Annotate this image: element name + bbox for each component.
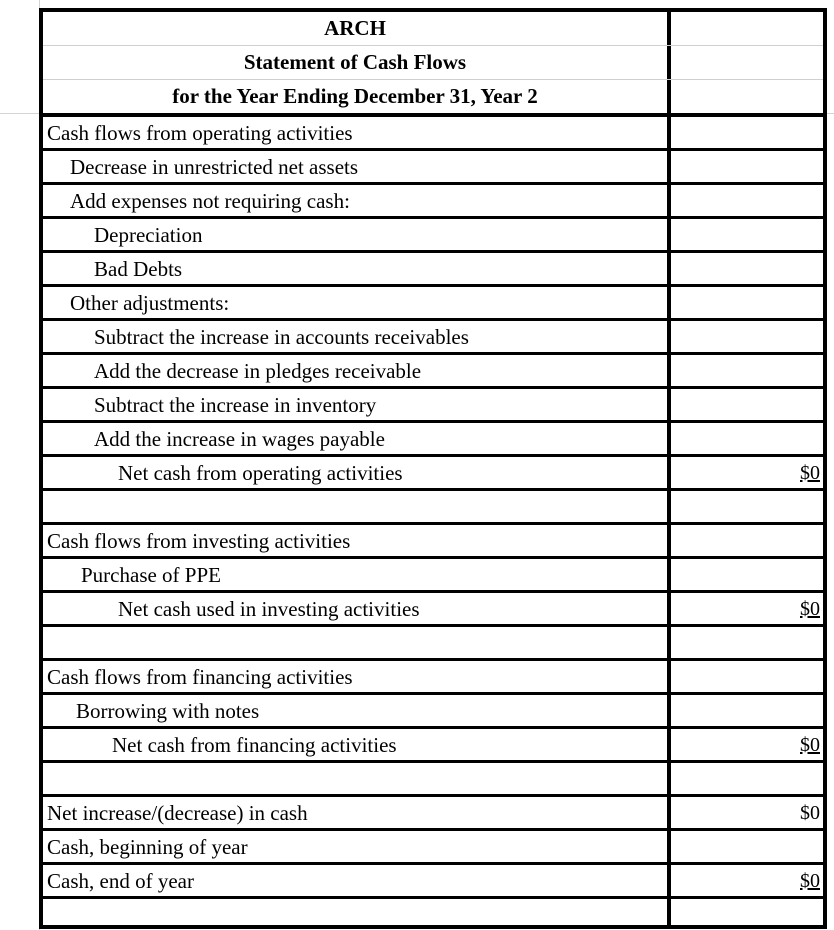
- line-label[interactable]: Other adjustments:: [43, 287, 671, 318]
- blank-cell[interactable]: [43, 899, 671, 925]
- value-cell[interactable]: [671, 559, 823, 590]
- table-row: [43, 729, 823, 763]
- value-cell[interactable]: [671, 763, 823, 794]
- value-cell[interactable]: [671, 219, 823, 250]
- statement-title[interactable]: Statement of Cash Flows: [43, 46, 671, 79]
- value-cell[interactable]: [671, 80, 823, 113]
- value-cell[interactable]: [671, 423, 823, 454]
- value-cell[interactable]: [671, 389, 823, 420]
- table-row: [43, 559, 823, 593]
- line-label[interactable]: Subtract the increase in inventory: [43, 389, 671, 420]
- total-label[interactable]: Net cash from operating activities: [43, 457, 671, 488]
- beginning-cash-label[interactable]: Cash, beginning of year: [43, 831, 671, 862]
- org-name[interactable]: ARCH: [43, 12, 671, 45]
- total-label[interactable]: Net cash from financing activities: [43, 729, 671, 760]
- table-row: [43, 593, 823, 627]
- investing-heading[interactable]: Cash flows from investing activities: [43, 525, 671, 556]
- table-row: [43, 661, 823, 695]
- ending-cash-value[interactable]: $0: [800, 870, 820, 892]
- financing-heading[interactable]: Cash flows from financing activities: [43, 661, 671, 692]
- line-label[interactable]: Add the increase in wages payable: [43, 423, 671, 454]
- value-cell[interactable]: [671, 321, 823, 352]
- header-row: [43, 80, 823, 117]
- table-row: [43, 831, 823, 865]
- financing-total-value[interactable]: $0: [800, 734, 820, 756]
- table-row: [43, 797, 823, 831]
- line-label[interactable]: Add the decrease in pledges receivable: [43, 355, 671, 386]
- line-label[interactable]: Decrease in unrestricted net assets: [43, 151, 671, 182]
- value-cell[interactable]: [671, 253, 823, 284]
- net-change-value[interactable]: $0: [800, 802, 820, 824]
- line-label[interactable]: Subtract the increase in accounts receivables: [43, 321, 671, 352]
- statement-period[interactable]: for the Year Ending December 31, Year 2: [43, 80, 671, 113]
- value-cell[interactable]: [671, 831, 823, 862]
- table-row: [43, 389, 823, 423]
- value-cell[interactable]: [671, 491, 823, 522]
- blank-cell[interactable]: [43, 627, 671, 658]
- net-change-label[interactable]: Net increase/(decrease) in cash: [43, 797, 671, 828]
- blank-cell[interactable]: [43, 491, 671, 522]
- value-cell[interactable]: [671, 355, 823, 386]
- value-cell[interactable]: [671, 12, 823, 45]
- table-row: [43, 457, 823, 491]
- table-row: [43, 355, 823, 389]
- value-cell[interactable]: [671, 151, 823, 182]
- table-row: [43, 423, 823, 457]
- table-row: [43, 151, 823, 185]
- value-cell[interactable]: [671, 525, 823, 556]
- value-cell[interactable]: [671, 695, 823, 726]
- table-row: [43, 865, 823, 899]
- operating-heading[interactable]: Cash flows from operating activities: [43, 117, 671, 148]
- table-row: [43, 185, 823, 219]
- table-row: [43, 287, 823, 321]
- value-cell[interactable]: [671, 117, 823, 148]
- value-cell[interactable]: [671, 899, 823, 925]
- line-label[interactable]: Bad Debts: [43, 253, 671, 284]
- investing-total-value[interactable]: $0: [800, 598, 820, 620]
- table-row: [43, 117, 823, 151]
- value-cell[interactable]: [671, 46, 823, 79]
- blank-row: [43, 491, 823, 525]
- value-cell[interactable]: [671, 661, 823, 692]
- value-cell[interactable]: [671, 627, 823, 658]
- table-row: [43, 321, 823, 355]
- line-label[interactable]: Borrowing with notes: [43, 695, 671, 726]
- blank-cell[interactable]: [43, 763, 671, 794]
- header-row: [43, 12, 823, 46]
- cash-flow-statement: [39, 8, 827, 929]
- line-label[interactable]: Add expenses not requiring cash:: [43, 185, 671, 216]
- table-row: [43, 525, 823, 559]
- ending-cash-label[interactable]: Cash, end of year: [43, 865, 671, 896]
- line-label[interactable]: Purchase of PPE: [43, 559, 671, 590]
- blank-row: [43, 627, 823, 661]
- header-row: [43, 46, 823, 80]
- table-row: [43, 253, 823, 287]
- value-cell[interactable]: [671, 287, 823, 318]
- blank-row: [43, 763, 823, 797]
- table-row: [43, 219, 823, 253]
- line-label[interactable]: Depreciation: [43, 219, 671, 250]
- operating-total-value[interactable]: $0: [800, 462, 820, 484]
- table-row: [43, 695, 823, 729]
- total-label[interactable]: Net cash used in investing activities: [43, 593, 671, 624]
- value-cell[interactable]: [671, 185, 823, 216]
- blank-row: [43, 899, 823, 925]
